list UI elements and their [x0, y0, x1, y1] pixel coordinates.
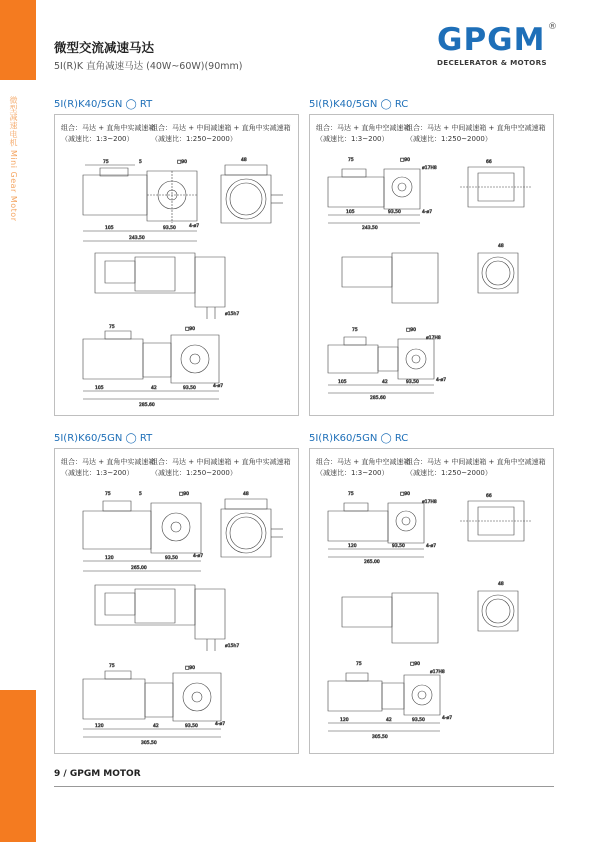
motor-drawing	[65, 153, 290, 408]
dim-label: 93.50	[165, 556, 178, 561]
page-subtitle: 5I(R)K 直角减速马达 (40W~60W)(90mm)	[54, 61, 243, 72]
dim-label: 105	[338, 380, 347, 385]
section-title-k60-rt: 5I(R)K60/5GN ◯ RT	[54, 433, 153, 444]
dim-label: 265.00	[131, 566, 147, 571]
combo-text-2	[151, 457, 291, 479]
combo-line: 组合：马达 + 中间减速箱 + 直角中空减速箱	[406, 458, 546, 466]
dim-label: ø15h7	[225, 644, 240, 649]
dim-label: 120	[105, 556, 114, 561]
ratio-line: （减速比：1:250~2000）	[406, 469, 492, 477]
dim-label: 42	[151, 386, 157, 391]
dim-label: 48	[241, 158, 247, 163]
page-title: 微型交流减速马达	[54, 40, 155, 55]
brand-tagline: DECELERATOR & MOTORS	[437, 58, 547, 67]
dim-label: 243.50	[362, 226, 378, 231]
dim-label: 105	[105, 226, 114, 231]
section-title-k40-rc: 5I(R)K40/5GN ◯ RC	[309, 99, 409, 110]
ratio-line: （减速比：1:3~200）	[61, 135, 134, 143]
dim-label: 42	[153, 724, 159, 729]
dim-label: □90	[177, 160, 187, 165]
footer-brand: GPGM MOTOR	[69, 769, 141, 779]
combo-text	[316, 457, 410, 479]
sidebar-label: 微型减速电机 Mini Gear Motor	[9, 96, 18, 222]
dim-label: □90	[185, 666, 195, 671]
combo-line: 组合：马达 + 直角中实减速箱	[61, 124, 156, 132]
dim-label: 75	[103, 160, 109, 165]
combo-text	[61, 123, 155, 145]
dim-label: 42	[382, 380, 388, 385]
brand-logo	[437, 24, 555, 74]
dim-label: 75	[348, 492, 354, 497]
dim-label: ø15h7	[225, 312, 240, 317]
dim-label: 4-ø7	[193, 554, 204, 559]
dim-label: 48	[498, 582, 504, 587]
dim-label: 75	[356, 662, 362, 667]
ratio-line: （减速比：1:250~2000）	[151, 135, 237, 143]
dim-label: ø17H8	[426, 336, 441, 341]
ratio-line: （减速比：1:250~2000）	[406, 135, 492, 143]
dim-label: 285.60	[139, 403, 155, 408]
dim-label: 105	[346, 210, 355, 215]
dim-label: 4-ø7	[215, 722, 226, 727]
dim-label: 93.50	[412, 718, 425, 723]
section-title-k60-rc: 5I(R)K60/5GN ◯ RC	[309, 433, 409, 444]
page-footer	[54, 769, 141, 779]
registered-mark: ®	[548, 22, 557, 32]
dim-label: 4-ø7	[213, 384, 224, 389]
dim-label: □90	[406, 328, 416, 333]
dim-label: 285.60	[370, 396, 386, 401]
dim-label: 66	[486, 160, 492, 165]
ratio-line: （减速比：1:3~200）	[316, 469, 389, 477]
dim-label: 4-ø7	[189, 224, 200, 229]
sidebar-strip	[0, 0, 36, 842]
dim-label: 4-ø7	[436, 378, 447, 383]
dim-label: ø17H8	[422, 500, 437, 505]
page-number: 9	[54, 769, 61, 779]
dim-label: □90	[400, 492, 410, 497]
combo-line: 组合：马达 + 直角中空减速箱	[316, 458, 411, 466]
combo-line: 组合：马达 + 中间减速箱 + 直角中实减速箱	[151, 458, 291, 466]
combo-line: 组合：马达 + 直角中空减速箱	[316, 124, 411, 132]
motor-drawing	[318, 487, 546, 747]
dim-label: □90	[400, 158, 410, 163]
motor-drawing	[65, 487, 290, 747]
dim-label: 48	[243, 492, 249, 497]
dim-label: 75	[105, 492, 111, 497]
dim-label: 42	[386, 718, 392, 723]
dim-label: 75	[109, 325, 115, 330]
drawing-panel-k60-rc	[309, 448, 554, 754]
combo-line: 组合：马达 + 中间减速箱 + 直角中空减速箱	[406, 124, 546, 132]
dim-label: 243.50	[129, 236, 145, 241]
dim-label: □90	[185, 327, 195, 332]
ratio-line: （减速比：1:3~200）	[61, 469, 134, 477]
dim-label: 105	[95, 386, 104, 391]
dim-label: 305.50	[141, 741, 157, 746]
dim-label: 120	[340, 718, 349, 723]
ratio-line: （减速比：1:250~2000）	[151, 469, 237, 477]
dim-label: 75	[348, 158, 354, 163]
sidebar-top-bar	[0, 0, 36, 80]
dim-label: 4-ø7	[426, 544, 437, 549]
dim-label: ø17H8	[430, 670, 445, 675]
dim-label: 48	[498, 244, 504, 249]
sidebar-bottom-bar	[0, 690, 36, 842]
dim-label: 93.50	[183, 386, 196, 391]
dim-label: 93.50	[406, 380, 419, 385]
dim-label: □90	[410, 662, 420, 667]
dim-label: 4-ø7	[442, 716, 453, 721]
footer-divider	[54, 786, 554, 787]
dim-label: ø17H8	[422, 166, 437, 171]
ratio-line: （减速比：1:3~200）	[316, 135, 389, 143]
dim-label: 93.50	[163, 226, 176, 231]
dim-label: 5	[139, 160, 142, 165]
combo-text-2	[406, 457, 546, 479]
dim-label: 120	[95, 724, 104, 729]
brand-name: GPGM	[437, 22, 546, 58]
combo-text-2	[406, 123, 546, 145]
dim-label: 305.50	[372, 735, 388, 740]
combo-line: 组合：马达 + 直角中实减速箱	[61, 458, 156, 466]
dim-label: 75	[352, 328, 358, 333]
section-title-k40-rt: 5I(R)K40/5GN ◯ RT	[54, 99, 153, 110]
dim-label: 75	[109, 664, 115, 669]
dim-label: 5	[139, 492, 142, 497]
dim-label: 265.00	[364, 560, 380, 565]
combo-text	[61, 457, 155, 479]
motor-drawing	[318, 153, 546, 408]
drawing-panel-k60-rt	[54, 448, 299, 754]
combo-line: 组合：马达 + 中间减速箱 + 直角中实减速箱	[151, 124, 291, 132]
footer-separator: /	[63, 769, 67, 779]
combo-text-2	[151, 123, 291, 145]
dim-label: 120	[348, 544, 357, 549]
dim-label: 93.50	[388, 210, 401, 215]
dim-label: 66	[486, 494, 492, 499]
dim-label: 93.50	[185, 724, 198, 729]
dim-label: □90	[179, 492, 189, 497]
dim-label: 4-ø7	[422, 210, 433, 215]
drawing-panel-k40-rc	[309, 114, 554, 416]
drawing-panel-k40-rt	[54, 114, 299, 416]
dim-label: 93.50	[392, 544, 405, 549]
combo-text	[316, 123, 410, 145]
